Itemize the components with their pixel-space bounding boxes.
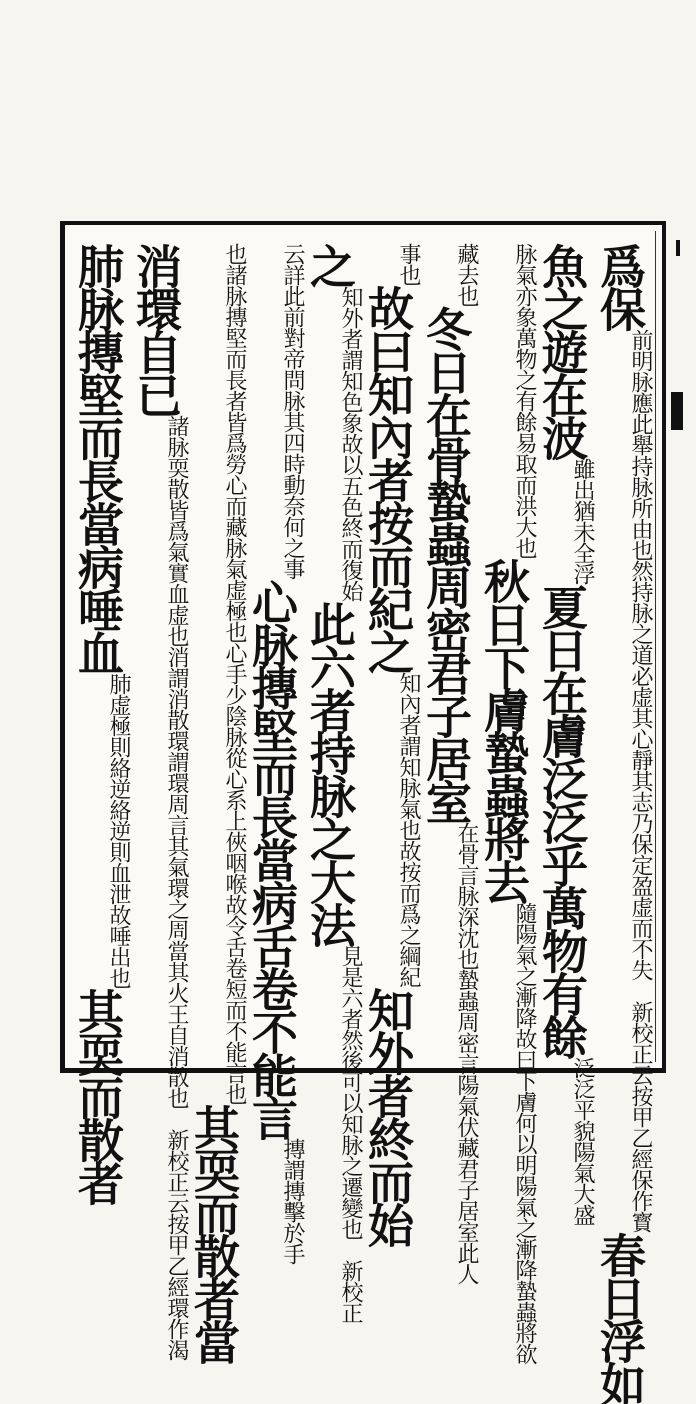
commentary xyxy=(222,243,247,1104)
commentary xyxy=(628,329,653,1232)
commentary-line: 少陰脉從心系上俠咽喉故令舌卷短而不能言也 xyxy=(222,684,247,1104)
commentary-line: 以明陽氣之漸降蟄蟲將欲 xyxy=(512,1133,537,1364)
commentary-line: 諸脉耎散皆爲氣實血虚也消謂消散環謂環周言其氣 xyxy=(164,415,189,877)
commentary-line: 知外者謂知色象故 xyxy=(338,286,363,454)
commentary-line: 在骨言脉深沈也蟄蟲周密 xyxy=(454,822,479,1053)
main-text: 夏日在膚泛泛乎萬物有餘 xyxy=(535,584,589,1057)
main-text: 冬日在骨蟄蟲周密君子居室 xyxy=(419,306,473,822)
text-column-5 xyxy=(355,243,421,1245)
page-edge-mark xyxy=(676,240,680,256)
commentary xyxy=(454,243,479,306)
commentary-line: 未全浮 xyxy=(570,521,595,584)
commentary-line: 肺虚極則絡逆絡逆 xyxy=(106,673,131,841)
commentary-line: 泛泛平貌 xyxy=(570,1057,595,1141)
commentary-line: 藏去 xyxy=(454,243,479,285)
commentary-line: 陽氣大盛 xyxy=(570,1141,595,1225)
commentary-line: 言陽氣伏藏君子居室此人 xyxy=(454,1053,479,1284)
main-text: 其耎而散者當 xyxy=(187,1104,241,1362)
page-tab-marker xyxy=(671,392,683,430)
main-text: 爲保 xyxy=(593,243,647,329)
main-text: 此六者持脉之大法 xyxy=(303,601,357,945)
commentary xyxy=(396,243,421,285)
commentary-line: 雖出猶 xyxy=(570,458,595,521)
commentary-line: 擊於手 xyxy=(280,1201,305,1264)
text-column-10 xyxy=(65,243,131,1203)
commentary xyxy=(106,673,131,988)
text-column-1 xyxy=(587,243,653,1404)
commentary-line: 脉之遷變也 新校正 xyxy=(338,1134,363,1323)
main-text: 知外者終而始 xyxy=(361,987,415,1245)
commentary-line: 隨陽氣之漸降故曰下膚何 xyxy=(512,902,537,1133)
commentary-line: 摶謂摶 xyxy=(280,1138,305,1201)
commentary xyxy=(570,458,595,584)
text-column-6 xyxy=(297,243,363,1323)
commentary-line: 其四時動奈何之事 xyxy=(280,411,305,579)
commentary-line: 事 xyxy=(396,243,421,264)
commentary xyxy=(280,243,305,579)
commentary xyxy=(512,243,537,558)
main-text: 之 xyxy=(303,243,357,286)
commentary-line: 故按而爲之綱紀 xyxy=(396,840,421,987)
commentary xyxy=(280,1138,305,1264)
main-text: 故曰知內者按而紀之 xyxy=(361,285,415,672)
commentary-line: 見是六者然後可以知 xyxy=(338,945,363,1134)
text-column-2 xyxy=(529,243,595,1225)
commentary-line: 也 xyxy=(396,264,421,285)
commentary-line: 云詳此前對帝問脉 xyxy=(280,243,305,411)
text-column-9 xyxy=(123,243,189,1360)
main-text: 魚之遊在波 xyxy=(535,243,589,458)
commentary xyxy=(338,286,363,601)
commentary xyxy=(396,672,421,987)
commentary-line: 也諸脉摶堅而長者皆爲勞心而藏脉氣虚極也心手 xyxy=(222,243,247,684)
main-text: 其耎而散者 xyxy=(71,988,125,1203)
commentary-line: 也 xyxy=(454,285,479,306)
commentary xyxy=(338,945,363,1323)
main-text: 春日浮如 xyxy=(593,1232,647,1404)
text-column-8 xyxy=(181,243,247,1362)
main-text: 肺脉摶堅而長當病唾血 xyxy=(71,243,125,673)
commentary xyxy=(570,1057,595,1225)
text-block xyxy=(71,231,656,1404)
commentary-line: 脉氣亦象萬物之有 xyxy=(512,243,537,411)
commentary-line: 餘易取而洪大也 xyxy=(512,411,537,558)
commentary-line: 則血泄故唾出也 xyxy=(106,841,131,988)
text-column-3 xyxy=(471,243,537,1364)
main-text: 心脉摶堅而長當病舌卷不能言 xyxy=(245,579,299,1138)
commentary xyxy=(454,822,479,1284)
commentary-line: 前明脉應此舉持脉所由也然持脉之道必虚其心靜其 xyxy=(628,329,653,791)
commentary-line: 志乃保定盈虚而不失 新校正云按甲乙經保作寳 xyxy=(628,791,653,1232)
commentary-line: 知內者謂知脉氣也 xyxy=(396,672,421,840)
text-column-4 xyxy=(413,243,479,1284)
main-text: 消環自已 xyxy=(129,243,183,415)
commentary-line: 以五色終而復始 xyxy=(338,454,363,601)
text-column-7 xyxy=(239,243,305,1264)
commentary xyxy=(512,902,537,1364)
text-frame xyxy=(60,221,666,1404)
commentary-line: 環之周當其火王自消散也 新校正云按甲乙經環作渴 xyxy=(164,877,189,1360)
commentary xyxy=(164,415,189,1360)
main-text: 秋日下膚蟄蟲將去 xyxy=(477,558,531,902)
